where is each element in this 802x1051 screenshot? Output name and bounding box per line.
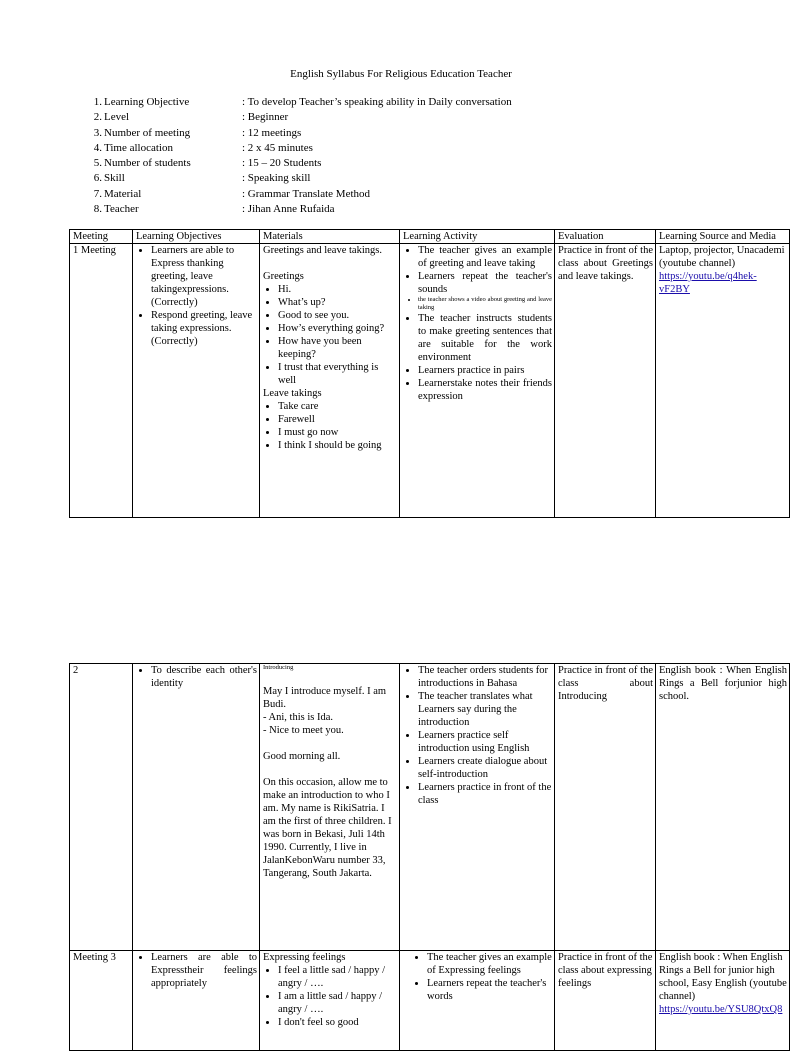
list-item: • How’s everything going? bbox=[278, 322, 397, 335]
syllabus-table-meeting-1 bbox=[69, 229, 790, 518]
info-row: 3. Number of meeting : 12 meetings bbox=[93, 126, 302, 139]
table-header-row bbox=[70, 230, 790, 244]
header-learning-activity: Learning Activity bbox=[400, 230, 555, 244]
header-meeting: Meeting bbox=[70, 230, 133, 244]
cell-evaluation: Practice in front of the class about Introducing bbox=[555, 664, 656, 951]
table-row bbox=[70, 664, 790, 951]
materials-paragraph: On this occasion, allow me to make an introduction to who I am. My name is RikiSatria. I am the first of three children. I was born in Bekasi, Juli 14th 1990. Currently, I live in JalanKebonWaru number 33, Tangerang, South Jakarta. bbox=[263, 777, 392, 879]
info-row: 2. Level : Beginner bbox=[93, 111, 289, 124]
list-item: • Take care bbox=[278, 400, 397, 413]
list-item: • Learners repeat the teacher's words bbox=[427, 977, 552, 1003]
cell-activity bbox=[400, 244, 555, 518]
cell-meeting: 2 bbox=[70, 664, 133, 951]
list-item: • Learners are able to Expresstheir feelings appropriately bbox=[151, 951, 257, 990]
syllabus-table-meetings-2-3 bbox=[69, 663, 790, 1051]
source-text: English book : When English Rings a Bell for junior high school, Easy English (youtube channel) bbox=[659, 952, 787, 1002]
info-row: 5. Number of students : 15 – 20 Students bbox=[93, 157, 322, 170]
cell-activity bbox=[400, 664, 555, 951]
cell-objectives bbox=[133, 244, 260, 518]
list-item: • To describe each other's identity bbox=[151, 664, 257, 690]
list-item: • What’s up? bbox=[278, 296, 397, 309]
materials-greeting: Good morning all. bbox=[263, 751, 341, 762]
course-info-list bbox=[86, 96, 586, 218]
list-item: • The teacher orders students for introductions in Bahasa bbox=[418, 664, 552, 690]
list-item: • The teacher gives an example of Expressing feelings bbox=[427, 951, 552, 977]
header-learning-source: Learning Source and Media bbox=[656, 230, 790, 244]
materials-dialog-line: May I introduce myself. I am Budi. bbox=[263, 686, 387, 710]
leave-takings-title: Leave takings bbox=[263, 388, 322, 399]
list-item: • I feel a little sad / happy / angry / …. bbox=[278, 964, 397, 990]
list-item: • The teacher gives an example of greeting and leave taking bbox=[418, 244, 552, 270]
list-item: • I trust that everything is well bbox=[278, 361, 397, 387]
list-item: • Farewell bbox=[278, 413, 397, 426]
youtube-link[interactable]: https://youtu.be/YSU8QtxQ8 bbox=[659, 1004, 783, 1015]
cell-source bbox=[656, 244, 790, 518]
list-item: • Learners practice self introduction using English bbox=[418, 729, 552, 755]
list-item: • the teacher shows a video about greeting and leave taking bbox=[418, 296, 552, 312]
list-item: • I am a little sad / happy / angry / …. bbox=[278, 990, 397, 1016]
greetings-title: Greetings bbox=[263, 271, 304, 282]
list-item: • How have you been keeping? bbox=[278, 335, 397, 361]
list-item: • The teacher translates what Learners say during the introduction bbox=[418, 690, 552, 729]
info-row: 6. Skill : Speaking skill bbox=[93, 172, 311, 185]
cell-objectives bbox=[133, 664, 260, 951]
list-item: • I must go now bbox=[278, 426, 397, 439]
info-row: 4. Time allocation : 2 x 45 minutes bbox=[93, 141, 313, 154]
table-row bbox=[70, 951, 790, 1051]
list-item: • Learners are able to Express thanking greeting, leave takingexpressions. (Correctly) bbox=[151, 244, 257, 309]
list-item: • Learners repeat the teacher's sounds bbox=[418, 270, 552, 296]
list-item: • Good to see you. bbox=[278, 309, 397, 322]
list-item: • Respond greeting, leave taking expressions. (Correctly) bbox=[151, 309, 257, 348]
document-title: English Syllabus For Religious Education Teacher bbox=[290, 68, 512, 80]
source-text: Laptop, projector, Unacademi (youtube channel) bbox=[659, 245, 785, 269]
info-row: 8. Teacher : Jihan Anne Rufaida bbox=[93, 203, 335, 216]
list-item: • Learners practice in front of the class bbox=[418, 781, 552, 807]
cell-source bbox=[656, 951, 790, 1051]
list-item: • Learners create dialogue about self-introduction bbox=[418, 755, 552, 781]
youtube-link[interactable]: https://youtu.be/q4hek-vF2BY bbox=[659, 271, 757, 295]
materials-dialog-line: - Nice to meet you. bbox=[263, 725, 344, 736]
header-learning-objectives: Learning Objectives bbox=[133, 230, 260, 244]
list-item: • I don't feel so good bbox=[278, 1016, 397, 1029]
cell-materials bbox=[260, 244, 400, 518]
materials-intro: Greetings and leave takings. bbox=[263, 245, 382, 256]
materials-dialog-line: - Ani, this is Ida. bbox=[263, 712, 333, 723]
cell-evaluation: Practice in front of the class about expressing feelings bbox=[555, 951, 656, 1051]
list-item: • Learners practice in pairs bbox=[418, 364, 552, 377]
cell-activity bbox=[400, 951, 555, 1051]
info-row: 7. Material : Grammar Translate Method bbox=[93, 187, 371, 200]
list-item: • Learnerstake notes their friends expression bbox=[418, 377, 552, 403]
table-row bbox=[70, 244, 790, 518]
cell-materials bbox=[260, 951, 400, 1051]
list-item: • I think I should be going bbox=[278, 439, 397, 452]
cell-meeting: 1 Meeting bbox=[70, 244, 133, 518]
list-item: • Hi. bbox=[278, 283, 397, 296]
header-evaluation: Evaluation bbox=[555, 230, 656, 244]
cell-meeting: Meeting 3 bbox=[70, 951, 133, 1051]
header-materials: Materials bbox=[260, 230, 400, 244]
list-item: • The teacher instructs students to make greeting sentences that are suitable for the work environment bbox=[418, 312, 552, 364]
cell-evaluation: Practice in front of the class about Greetings and leave takings. bbox=[555, 244, 656, 518]
info-row: 1. Learning Objective : To develop Teacher’s speaking ability in Daily conversation bbox=[93, 96, 512, 108]
cell-source: English book : When English Rings a Bell forjunior high school. bbox=[656, 664, 790, 951]
materials-top: Introducing bbox=[263, 664, 294, 671]
materials-title: Expressing feelings bbox=[263, 952, 346, 963]
cell-materials bbox=[260, 664, 400, 951]
cell-objectives bbox=[133, 951, 260, 1051]
